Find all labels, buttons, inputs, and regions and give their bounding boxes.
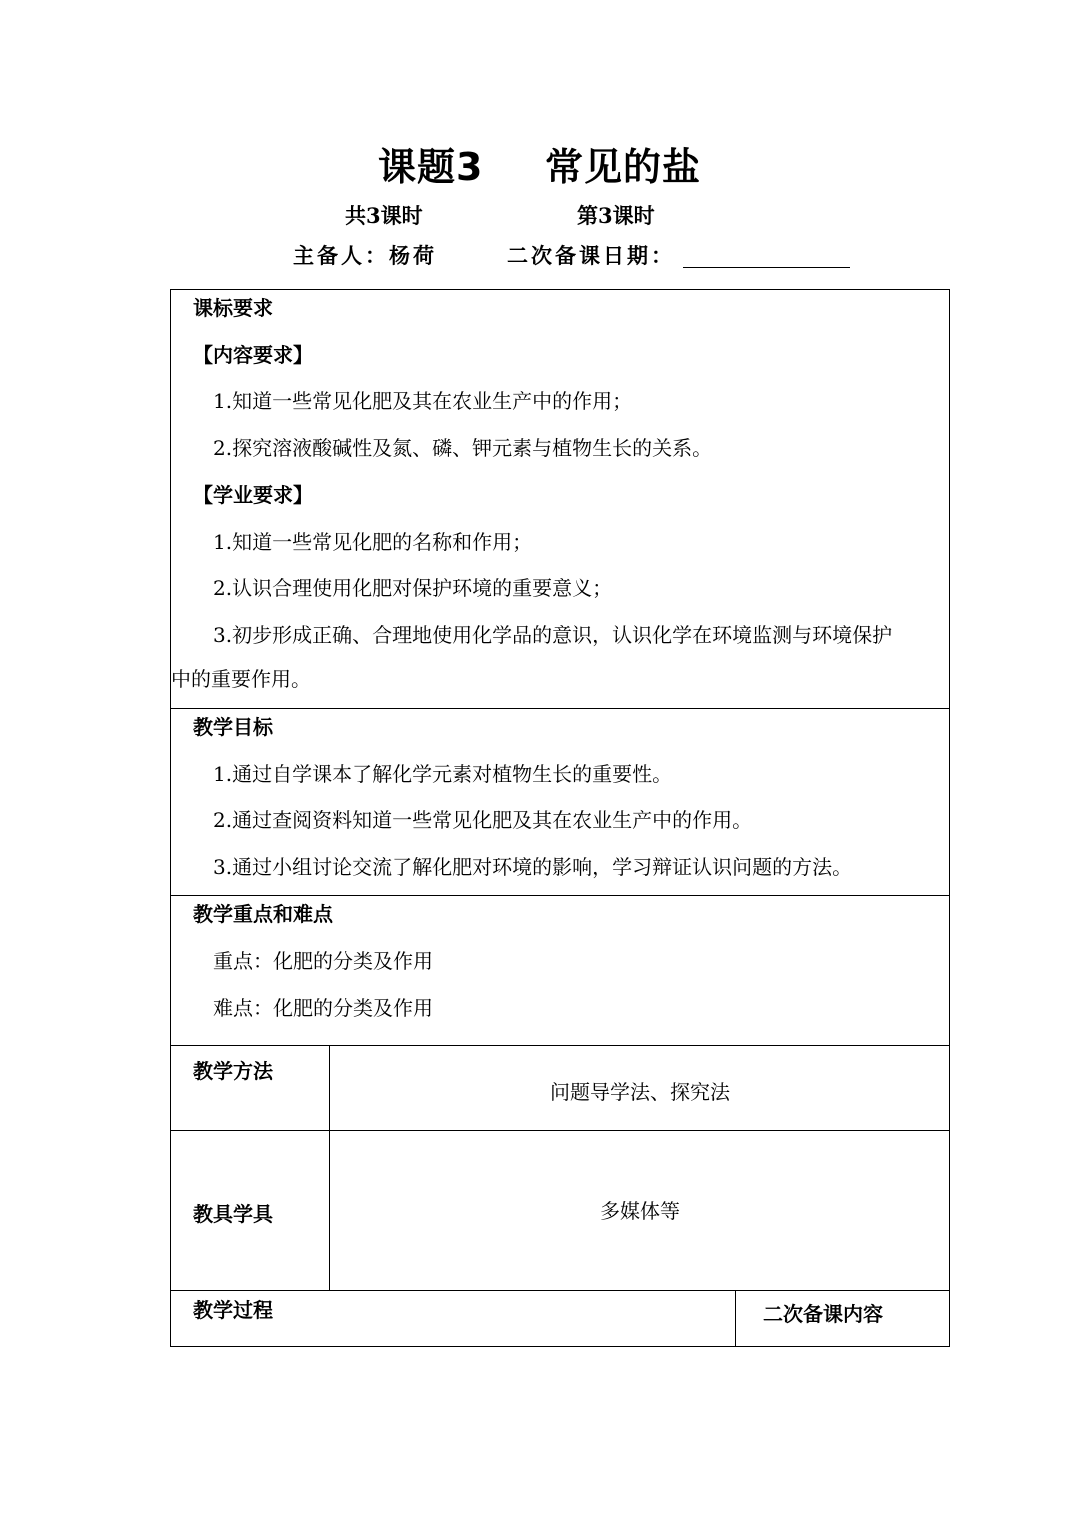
list-item: 3.通过小组讨论交流了解化肥对环境的影响，学习辩证认识问题的方法。 — [213, 855, 853, 879]
second-prep-date-label: 二次备课日期： — [507, 243, 675, 268]
column-divider — [735, 1290, 736, 1346]
divider — [171, 1045, 949, 1046]
second-prep-content-label: 二次备课内容 — [763, 1302, 883, 1326]
divider — [171, 895, 949, 896]
title-lesson-number: 课题3 — [378, 145, 484, 189]
objectives-heading: 教学目标 — [193, 715, 273, 739]
tools-value: 多媒体等 — [600, 1199, 680, 1223]
divider — [171, 708, 949, 709]
divider — [171, 1130, 949, 1131]
process-label: 教学过程 — [193, 1298, 273, 1322]
content-req-heading: 【内容要求】 — [193, 343, 313, 367]
key-point: 重点：化肥的分类及作用 — [213, 949, 433, 973]
current-period: 第3课时 — [577, 203, 655, 228]
list-item: 1.通过自学课本了解化学元素对植物生长的重要性。 — [213, 762, 673, 786]
list-item: 1.知道一些常见化肥的名称和作用； — [213, 530, 533, 554]
key-points-heading: 教学重点和难点 — [193, 902, 333, 926]
method-label: 教学方法 — [193, 1059, 273, 1083]
list-item: 3.初步形成正确、合理地使用化学品的意识，认识化学在环境监测与环境保护 — [213, 623, 893, 647]
tools-label: 教具学具 — [193, 1202, 273, 1226]
difficulty-point: 难点：化肥的分类及作用 — [213, 996, 433, 1020]
curriculum-heading: 课标要求 — [193, 296, 273, 320]
method-value: 问题导学法、探究法 — [550, 1080, 730, 1104]
divider — [171, 1290, 949, 1291]
date-blank-line — [683, 267, 850, 268]
lesson-plan-table — [170, 289, 950, 1347]
academic-req-heading: 【学业要求】 — [193, 483, 313, 507]
total-periods: 共3课时 — [345, 203, 423, 228]
list-item: 2.通过查阅资料知道一些常见化肥及其在农业生产中的作用。 — [213, 808, 753, 832]
list-item: 1.知道一些常见化肥及其在农业生产中的作用； — [213, 389, 633, 413]
list-item: 中的重要作用。 — [171, 667, 311, 691]
preparer: 主备人：杨荷 — [293, 243, 437, 268]
page-title — [0, 142, 1080, 192]
list-item: 2.探究溶液酸碱性及氮、磷、钾元素与植物生长的关系。 — [213, 436, 713, 460]
title-lesson-name: 常见的盐 — [545, 145, 702, 189]
list-item: 2.认识合理使用化肥对保护环境的重要意义； — [213, 576, 613, 600]
